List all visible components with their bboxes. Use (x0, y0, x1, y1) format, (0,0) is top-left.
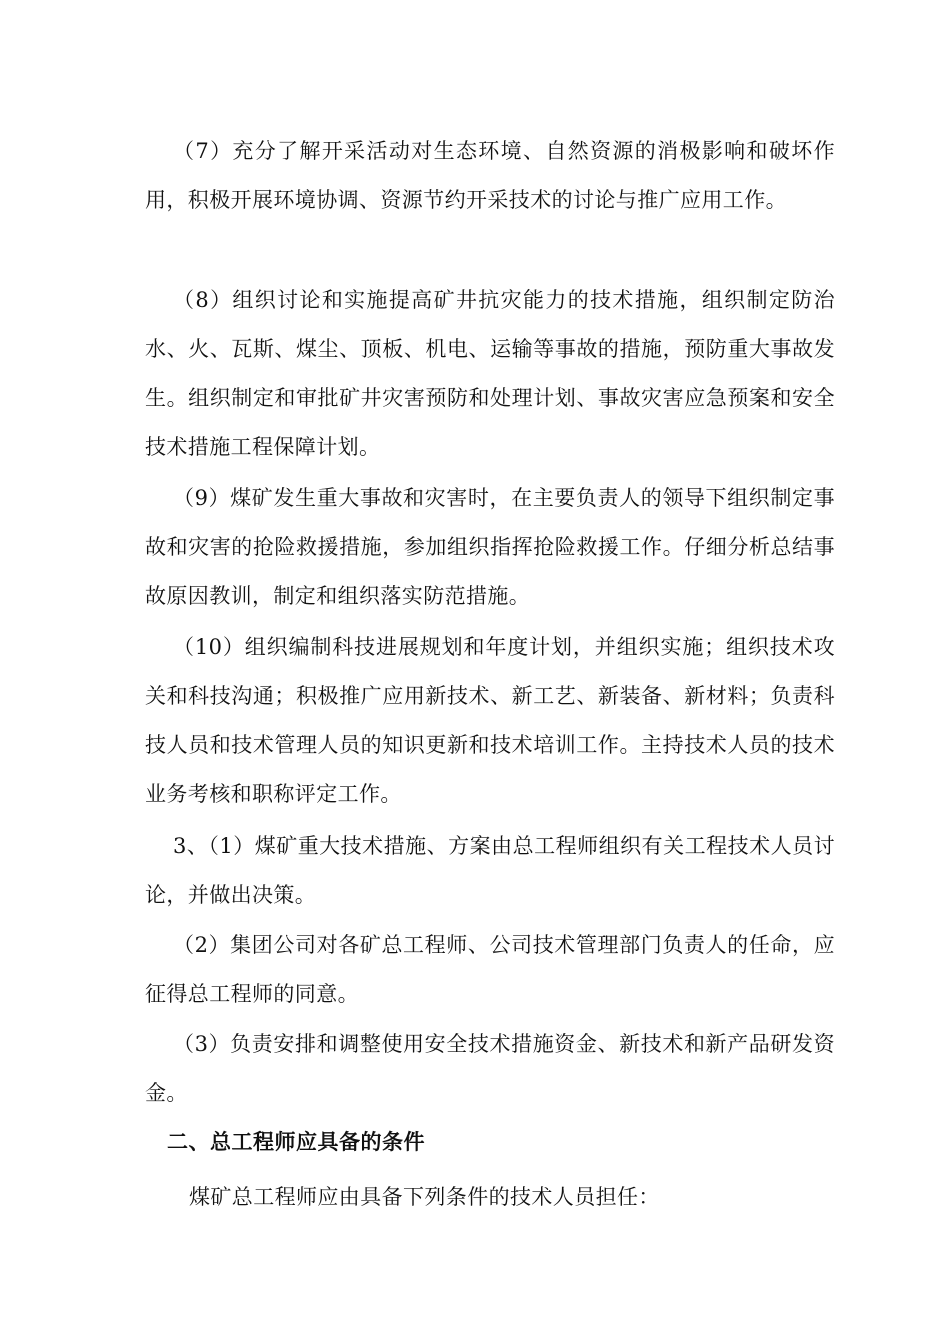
paragraph-item-8: （8）组织讨论和实施提高矿井抗灾能力的技术措施，组织制定防治水、火、瓦斯、煤尘、顶板、机电、运输等事故的措施，预防重大事故发生。组织制定和审批矿井灾害预防和处理计划、事故灾害应急预案和安全技术措施工程保障计划。 (145, 288, 835, 459)
section-intro: 煤矿总工程师应由具备下列条件的技术人员担任： (189, 1185, 660, 1209)
paragraph-item-7: （7）充分了解开采活动对生态环境、自然资源的消极影响和破坏作用，积极开展环境协调、资源节约开采技术的讨论与推广应用工作。 (145, 139, 835, 212)
paragraph-point-3-1: 3、（1）煤矿重大技术措施、方案由总工程师组织有关工程技术人员讨论，并做出决策。 (145, 834, 835, 907)
paragraph-point-3-3: （3）负责安排和调整使用安全技术措施资金、新技术和新产品研发资金。 (145, 1032, 835, 1105)
paragraph-item-9: （9）煤矿发生重大事故和灾害时，在主要负责人的领导下组织制定事故和灾害的抢险救援措施，参加组织指挥抢险救援工作。仔细分析总结事故原因教训，制定和组织落实防范措施。 (145, 486, 835, 608)
section-heading: 二、总工程师应具备的条件 (167, 1130, 425, 1154)
paragraph-item-10: （10）组织编制科技进展规划和年度计划，并组织实施；组织技术攻关和科技沟通；积极推广应用新技术、新工艺、新装备、新材料；负责科技人员和技术管理人员的知识更新和技术培训工作。主持技术人员的技术业务考核和职称评定工作。 (145, 635, 835, 806)
paragraph-point-3-2: （2）集团公司对各矿总工程师、公司技术管理部门负责人的任命，应征得总工程师的同意。 (145, 933, 835, 1006)
